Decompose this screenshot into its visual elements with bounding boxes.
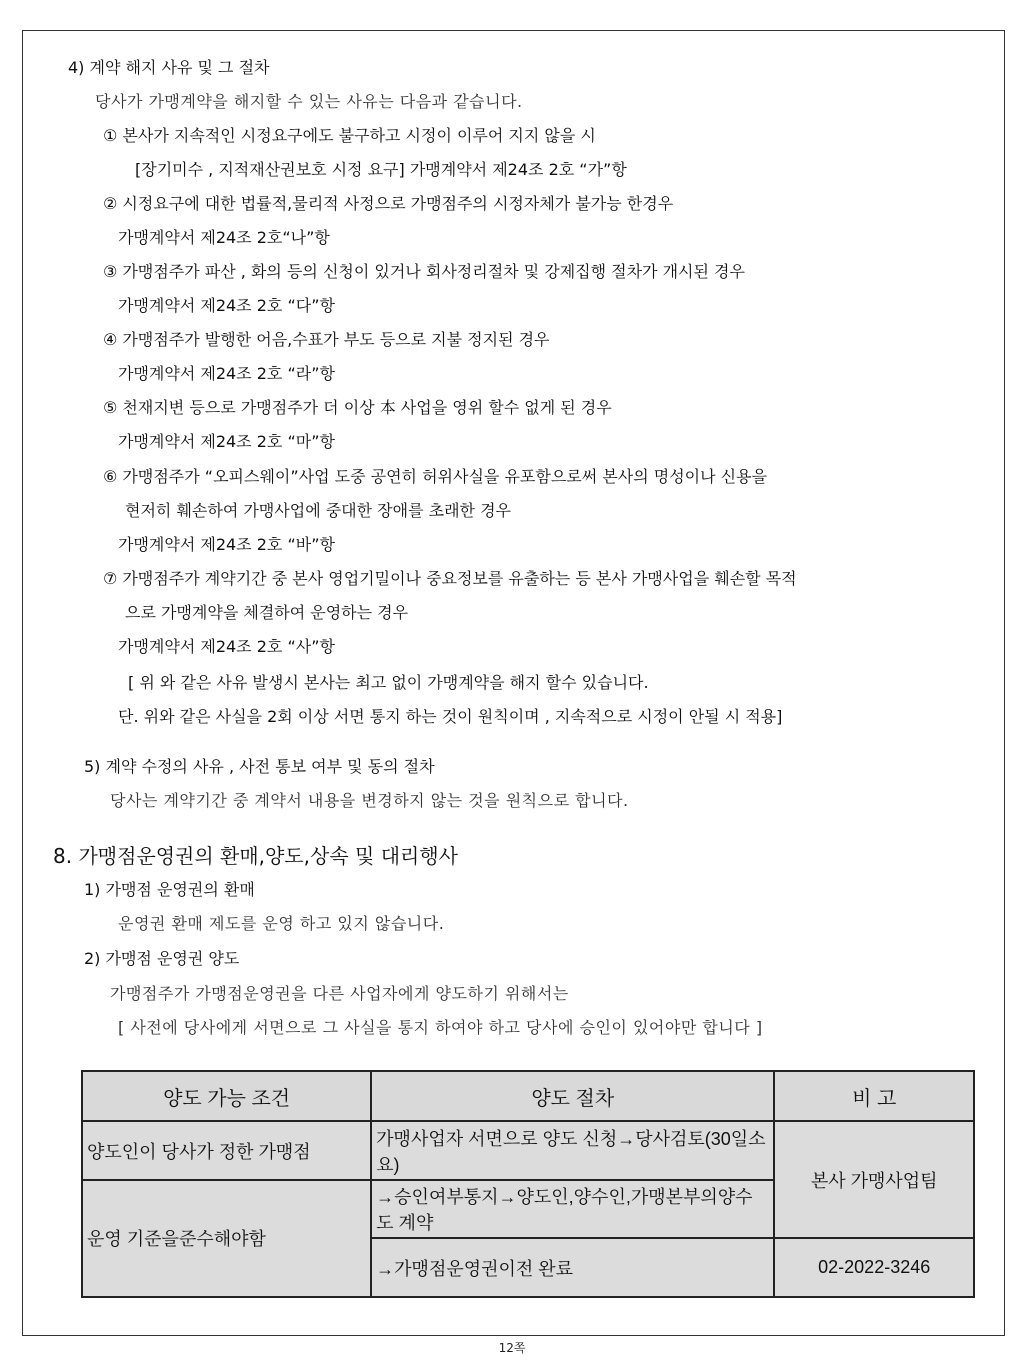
sec4-item-4: ④ 가맹점주가 발행한 어음,수표가 부도 등으로 지불 정지된 경우 xyxy=(103,330,550,349)
table-header-row xyxy=(82,1071,974,1121)
procedure-cell-1: 가맹사업자 서면으로 양도 신청→당사검토(30일소요) xyxy=(371,1121,774,1180)
sec4-item-7-ref: 가맹계약서 제24조 2호 “사”항 xyxy=(118,637,335,656)
sec4-item-7: ⑦ 가맹점주가 계약기간 중 본사 영업기밀이나 중요정보를 유출하는 등 본사 가맹사업을 훼손할 목적 xyxy=(103,569,797,588)
sec4-item-4-ref: 가맹계약서 제24조 2호 “라”항 xyxy=(118,364,335,383)
sec8-sub2-body: 가맹점주가 가맹점운영권을 다른 사업자에게 양도하기 위해서는 xyxy=(110,984,569,1003)
sec4-item-6-ref: 가맹계약서 제24조 2호 “바”항 xyxy=(118,535,335,554)
sec4-item-6-cont: 현저히 훼손하여 가맹사업에 중대한 장애를 초래한 경우 xyxy=(125,501,512,520)
transfer-table xyxy=(81,1070,975,1298)
sec4-item-5-ref: 가맹계약서 제24조 2호 “마”항 xyxy=(118,432,335,451)
header-condition: 양도 가능 조건 xyxy=(82,1071,371,1121)
sec8-sub2-note: [ 사전에 당사에게 서면으로 그 사실을 통지 하여야 하고 당사에 승인이 있어야만 합니다 ] xyxy=(118,1018,763,1037)
sec4-item-1: ① 본사가 지속적인 시정요구에도 불구하고 시정이 이루어 지지 않을 시 xyxy=(103,126,596,145)
header-remarks: 비 고 xyxy=(774,1071,974,1121)
sec4-title: 4) 계약 해지 사유 및 그 절차 xyxy=(68,58,270,77)
condition-cell-2: 운영 기준을준수해야함 xyxy=(82,1180,371,1297)
sec4-item-1-ref: [장기미수 , 지적재산권보호 시정 요구] 가맹계약서 제24조 2호 “가”항 xyxy=(135,160,627,179)
sec8-sub1-title: 1) 가맹점 운영권의 환매 xyxy=(84,880,255,899)
procedure-cell-2: →승인여부통지→양도인,양수인,가맹본부의양수도 계약 xyxy=(371,1180,774,1239)
header-procedure: 양도 절차 xyxy=(371,1071,774,1121)
sec8-title: 8. 가맹점운영권의 환매,양도,상속 및 대리행사 xyxy=(53,844,458,868)
sec4-item-6: ⑥ 가맹점주가 “오피스웨이”사업 도중 공연히 허위사실을 유포함으로써 본사의 명성이나 신용을 xyxy=(103,467,768,486)
condition-cell-1: 양도인이 당사가 정한 가맹점 xyxy=(82,1121,371,1180)
sec8-sub1-body: 운영권 환매 제도를 운영 하고 있지 않습니다. xyxy=(118,914,445,933)
sec4-note-1: [ 위 와 같은 사유 발생시 본사는 최고 없이 가맹계약을 해지 할수 있습니다. xyxy=(128,673,649,692)
sec5-title: 5) 계약 수정의 사유 , 사전 통보 여부 및 동의 절차 xyxy=(84,757,435,776)
sec4-item-3-ref: 가맹계약서 제24조 2호 “다”항 xyxy=(118,296,335,315)
sec4-item-7-cont: 으로 가맹계약을 체결하여 운영하는 경우 xyxy=(125,603,409,622)
sec4-item-5: ⑤ 천재지변 등으로 가맹점주가 더 이상 本 사업을 영위 할수 없게 된 경우 xyxy=(103,398,612,417)
procedure-cell-3: →가맹점운영권이전 완료 xyxy=(371,1238,774,1297)
sec4-intro: 당사가 가맹계약을 해지할 수 있는 사유는 다음과 같습니다. xyxy=(95,92,523,111)
page-number: 12쪽 xyxy=(498,1341,526,1355)
table-row xyxy=(82,1121,974,1180)
sec4-note-2: 단. 위와 같은 사실을 2회 이상 서면 통지 하는 것이 원칙이며 , 지속적으로 시정이 안될 시 적용] xyxy=(118,707,783,726)
sec5-body: 당사는 계약기간 중 계약서 내용을 변경하지 않는 것을 원칙으로 합니다. xyxy=(110,791,629,810)
sec4-item-3: ③ 가맹점주가 파산 , 화의 등의 신청이 있거나 회사정리절차 및 강제집행 절차가 개시된 경우 xyxy=(103,262,745,281)
sec4-item-2-ref: 가맹계약서 제24조 2호“나”항 xyxy=(118,228,330,247)
sec4-item-2: ② 시정요구에 대한 법률적,물리적 사정으로 가맹점주의 시정자체가 불가능 한경우 xyxy=(103,194,674,213)
remarks-team-cell: 본사 가맹사업팀 xyxy=(774,1121,974,1238)
sec8-sub2-title: 2) 가맹점 운영권 양도 xyxy=(84,949,240,968)
remarks-phone-cell: 02-2022-3246 xyxy=(774,1238,974,1297)
